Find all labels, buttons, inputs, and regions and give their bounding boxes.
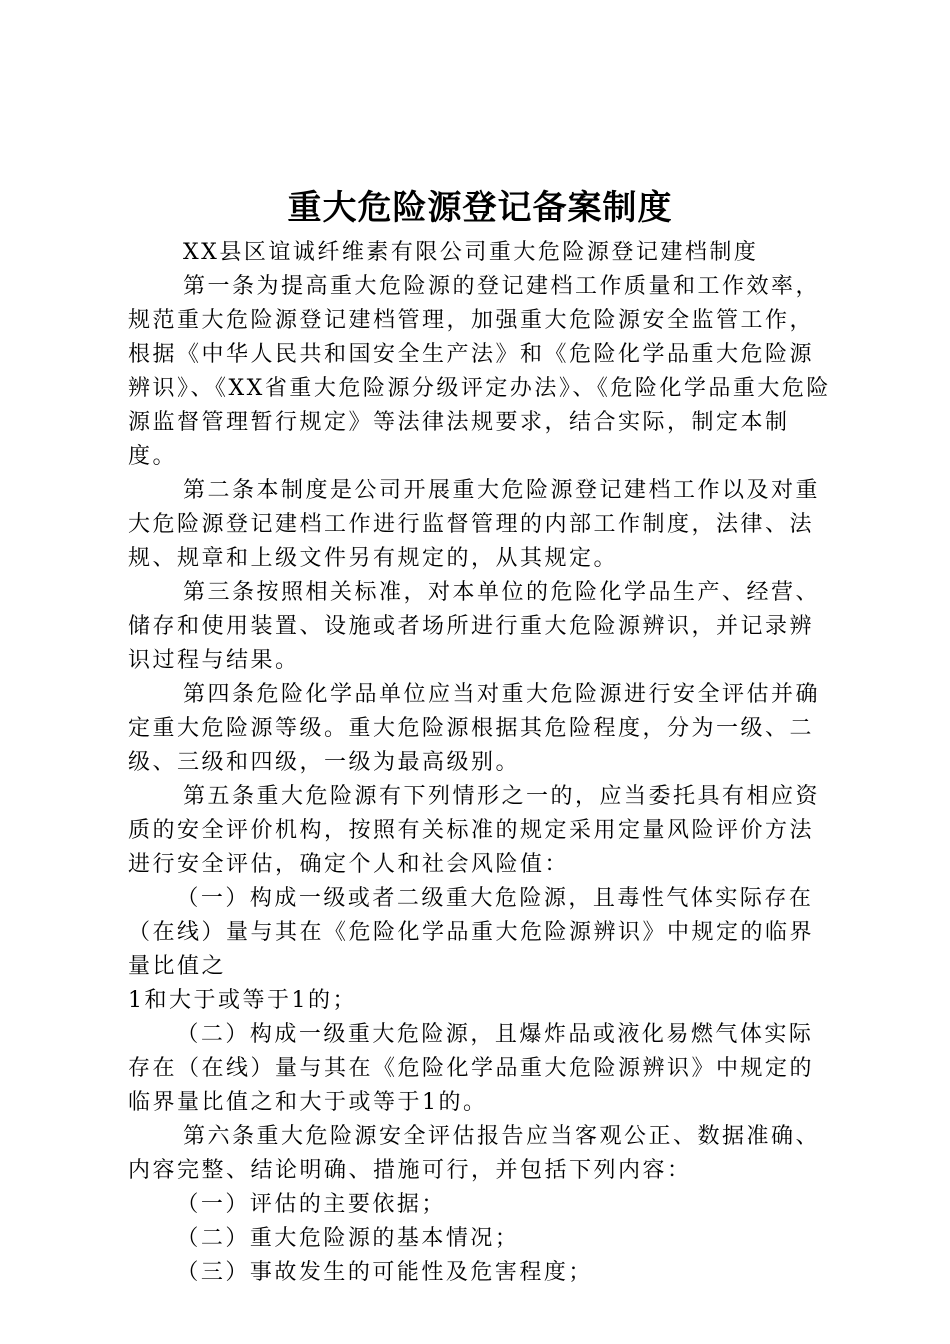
paragraph-list-item-3: （三）事故发生的可能性及危害程度； (176, 1260, 593, 1285)
document-title: 重大危险源登记备案制度 (287, 188, 673, 228)
paragraph-article-6: 第六条重大危险源安全评估报告应当客观公正、数据准确、内容完整、结论明确、措施可行，并包括下列内容： (128, 1124, 821, 1183)
paragraph-list-item-2: （二）重大危险源的基本情况； (176, 1226, 520, 1251)
paragraph-article-3: 第三条按照相关标准，对本单位的危险化学品生产、经营、储存和使用装置、设施或者场所进行重大危险源辨识，并记录辨识过程与结果。 (128, 580, 821, 673)
paragraph-article-4: 第四条危险化学品单位应当对重大危险源进行安全评估并确定重大危险源等级。重大危险源根据其危险程度，分为一级、二级、三级和四级，一级为最高级别。 (128, 682, 821, 775)
paragraph-item-1-continuation: 1和大于或等于1的； (128, 988, 357, 1013)
paragraph-list-item-1: （一）评估的主要依据； (176, 1192, 446, 1217)
paragraph-item-1: （一）构成一级或者二级重大危险源，且毒性气体实际存在（在线）量与其在《危险化学品重大危险源辨识》中规定的临界量比值之 (128, 886, 815, 979)
paragraph-article-1: 第一条为提高重大危险源的登记建档工作质量和工作效率，规范重大危险源登记建档管理，加强重大危险源安全监管工作，根据《中华人民共和国安全生产法》和《危险化学品重大危险源辨识》、《XX省重大危险源分级评定办法》、《危险化学品重大危险源监督管理暂行规定》等法律法规要求，结合实际，制定本制度。 (128, 274, 831, 469)
paragraph-item-2: （二）构成一级重大危险源，且爆炸品或液化易燃气体实际存在（在线）量与其在《危险化学品重大危险源辨识》中规定的临界量比值之和大于或等于1的。 (128, 1022, 815, 1115)
paragraph-article-2: 第二条本制度是公司开展重大危险源登记建档工作以及对重大危险源登记建档工作进行监督管理的内部工作制度，法律、法规、规章和上级文件另有规定的，从其规定。 (128, 478, 821, 571)
paragraph-article-5: 第五条重大危险源有下列情形之一的，应当委托具有相应资质的安全评价机构，按照有关标准的规定采用定量风险评价方法进行安全评估，确定个人和社会风险值： (128, 784, 821, 877)
paragraph-subtitle: XX县区谊诚纤维素有限公司重大危险源登记建档制度 (183, 240, 759, 265)
document-body (128, 236, 834, 1290)
